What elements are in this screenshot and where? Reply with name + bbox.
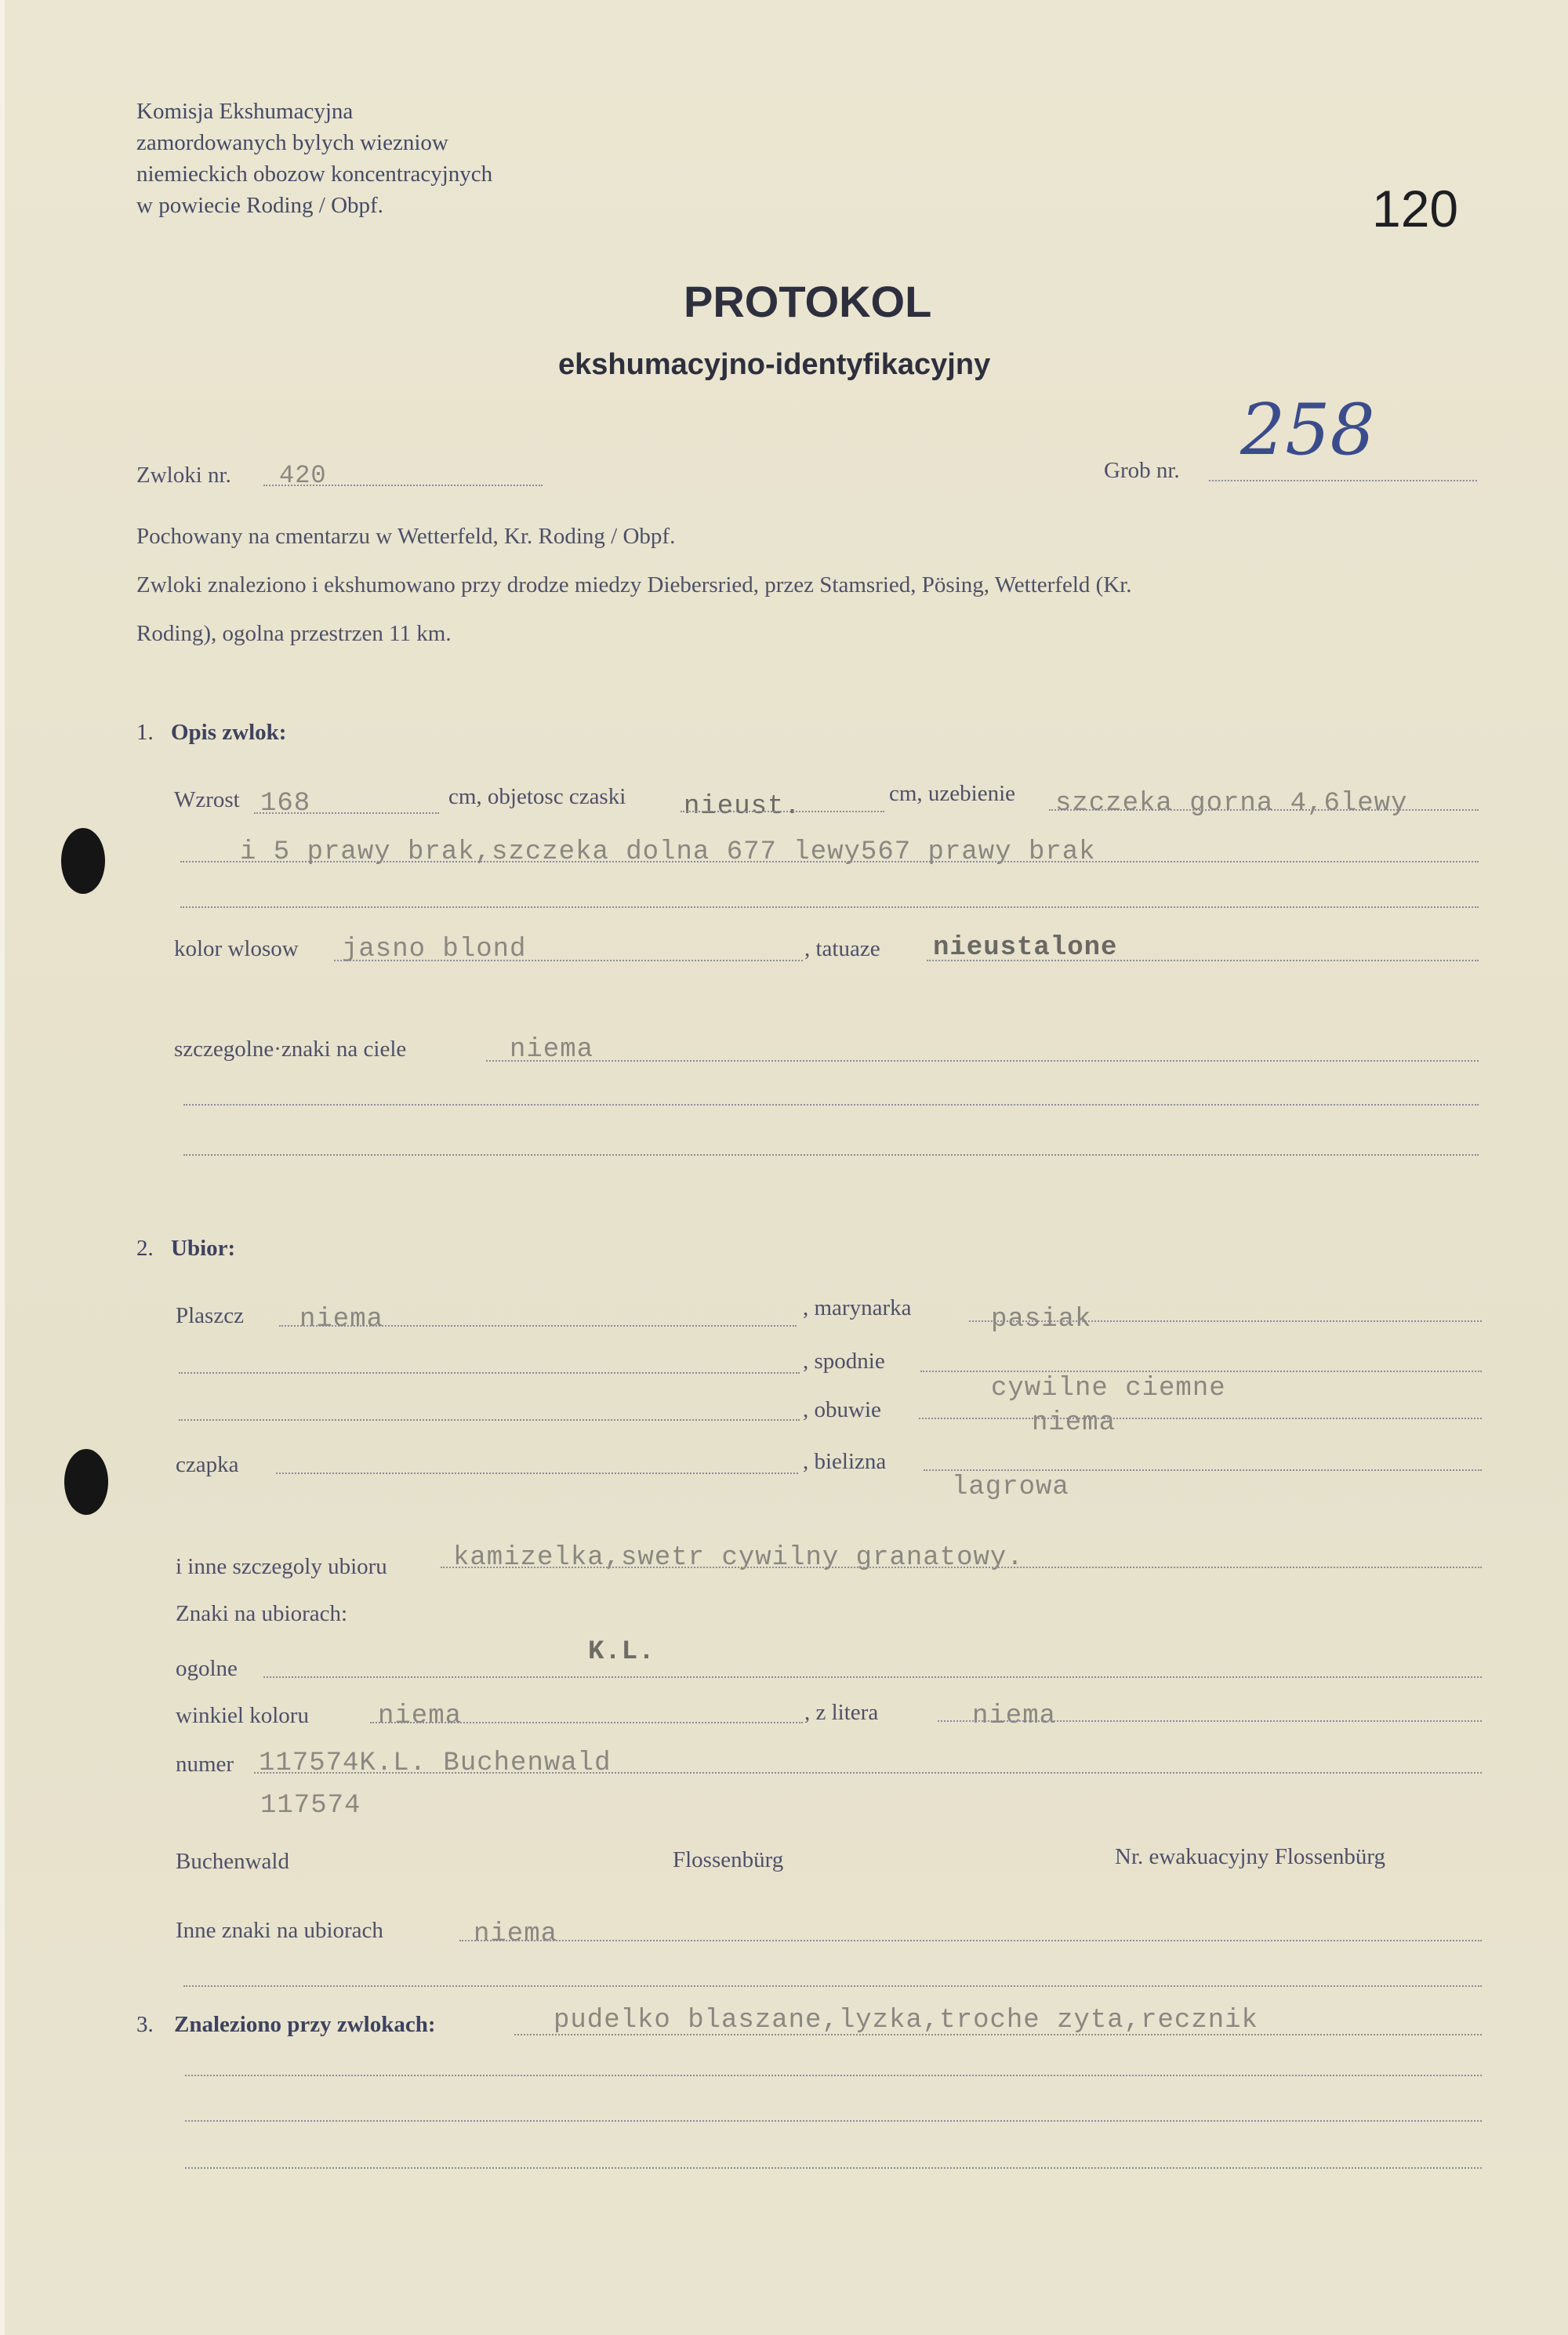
uzebienie-line-1: [1049, 809, 1479, 811]
uzebienie-value-2: i 5 prawy brak,szczeka dolna 677 lewy567 prawy brak: [240, 837, 1096, 867]
wzrost-label: Wzrost: [174, 787, 240, 812]
marynarka-value: pasiak: [991, 1305, 1092, 1335]
grob-value: 258: [1240, 389, 1375, 471]
ogolne-line: [263, 1676, 1482, 1678]
section-3-number: 3.: [136, 2012, 154, 2037]
section-3-line-3: [185, 2120, 1482, 2122]
plaszcz-value: niema: [299, 1305, 384, 1335]
punch-hole-bottom: [64, 1449, 108, 1515]
inne-znaki-value: niema: [474, 1919, 558, 1949]
kolor-line: [334, 960, 803, 961]
czapka-line: [276, 1473, 798, 1474]
ubior-blank-line-2: [179, 1419, 800, 1421]
bielizna-value: lagrowa: [952, 1473, 1069, 1502]
litera-line: [938, 1720, 1482, 1722]
section-1-number: 1.: [136, 720, 154, 745]
grob-line: [1209, 480, 1477, 481]
commission-line-1: Komisja Ekshumacyjna: [136, 99, 354, 124]
numer-line: [254, 1772, 1482, 1774]
uzebienie-value-1: szczeka gorna 4,6lewy: [1055, 789, 1408, 819]
wzrost-line: [254, 812, 439, 814]
numer-value-2: 117574: [260, 1791, 361, 1821]
znaki-cielu-line: [486, 1060, 1479, 1062]
bielizna-label: , bielizna: [803, 1449, 887, 1474]
znaki-cielu-value: niema: [510, 1035, 594, 1065]
czaski-value: nieust.: [684, 792, 801, 822]
ewakuacyjny-label: Nr. ewakuacyjny Flossenbürg: [1115, 1844, 1385, 1869]
spodnie-label: , spodnie: [803, 1349, 885, 1374]
plaszcz-label: Plaszcz: [176, 1303, 244, 1328]
objetosc-label: cm, objetosc czaski: [448, 784, 626, 809]
page-subtitle: ekshumacyjno-identyfikacyjny: [558, 348, 991, 381]
ogolne-value: K.L.: [588, 1637, 655, 1667]
obuwie-line: [919, 1418, 1482, 1419]
kolor-value: jasno blond: [342, 935, 527, 964]
inne-znaki-line: [459, 1940, 1482, 1941]
section-3-line-4: [185, 2167, 1482, 2169]
czapka-label: czapka: [176, 1452, 239, 1477]
intro-line-2: Zwloki znaleziono i ekshumowano przy drodze miedzy Diebersried, przez Stamsried, Pösing, Wetterfeld (Kr.: [136, 572, 1132, 597]
uzebienie-line-3: [180, 906, 1479, 908]
wzrost-value: 168: [260, 789, 311, 819]
marynarka-line: [969, 1320, 1482, 1322]
zwloki-line: [263, 485, 543, 486]
zwloki-label: Zwloki nr.: [136, 463, 231, 488]
inne-szczegoly-line: [441, 1567, 1482, 1568]
litera-value: niema: [972, 1701, 1057, 1731]
section-3-line-2: [185, 2075, 1482, 2076]
numer-label: numer: [176, 1752, 234, 1777]
obuwie-second-value: niema: [1032, 1408, 1116, 1438]
section-3-heading: Znaleziono przy zwlokach:: [174, 2012, 436, 2037]
intro-line-1: Pochowany na cmentarzu w Wetterfeld, Kr. Roding / Obpf.: [136, 524, 676, 549]
section-1-blank-line-1: [183, 1104, 1479, 1106]
plaszcz-line: [279, 1325, 797, 1327]
ubior-blank-line-1: [179, 1372, 800, 1374]
section-1-heading: Opis zwlok:: [171, 720, 287, 745]
commission-line-2: zamordowanych bylych wiezniow: [136, 130, 448, 155]
section-3-line-1: [514, 2034, 1482, 2035]
obuwie-value: cywilne ciemne: [991, 1374, 1226, 1404]
section-1-blank-line-2: [183, 1154, 1479, 1156]
kolor-label: kolor wlosow: [174, 936, 299, 961]
tatuaze-line: [927, 960, 1479, 961]
litera-label: , z litera: [804, 1700, 879, 1725]
section-2-number: 2.: [136, 1236, 154, 1261]
inne-szczegoly-label: i inne szczegoly ubioru: [176, 1554, 387, 1579]
punch-hole-top: [61, 828, 105, 894]
intro-line-3: Roding), ogolna przestrzen 11 km.: [136, 621, 452, 646]
bielizna-line: [924, 1469, 1482, 1471]
grob-label: Grob nr.: [1104, 458, 1180, 483]
zwloki-value: 420: [279, 461, 327, 490]
uzebienie-label: cm, uzebienie: [889, 781, 1016, 806]
winkiel-value: niema: [378, 1701, 463, 1731]
section-2-blank-line: [183, 1985, 1482, 1987]
commission-line-4: w powiecie Roding / Obpf.: [136, 193, 383, 218]
inne-szczegoly-value: kamizelka,swetr cywilny granatowy.: [453, 1543, 1024, 1573]
buchenwald-label: Buchenwald: [176, 1849, 289, 1874]
winkiel-line: [370, 1722, 803, 1723]
tatuaze-label: , tatuaze: [804, 936, 880, 961]
section-2-heading: Ubior:: [171, 1236, 236, 1261]
page-number: 120: [1372, 180, 1459, 238]
tatuaze-value: nieustalone: [933, 933, 1118, 963]
flossenburg-label: Flossenbürg: [673, 1847, 784, 1872]
uzebienie-line-2: [180, 861, 1479, 862]
page-title: PROTOKOL: [684, 277, 932, 326]
section-3-value: pudelko blaszane,lyzka,troche zyta,recznik: [554, 2006, 1258, 2035]
inne-znaki-label: Inne znaki na ubiorach: [176, 1918, 383, 1943]
commission-line-3: niemieckich obozow koncentracyjnych: [136, 162, 493, 187]
obuwie-label: , obuwie: [803, 1397, 881, 1422]
spodnie-line: [920, 1371, 1482, 1372]
marynarka-label: , marynarka: [803, 1295, 912, 1320]
znaki-cielu-label: szczegolne·znaki na ciele: [174, 1037, 407, 1062]
winkiel-label: winkiel koloru: [176, 1703, 309, 1728]
numer-value: 117574K.L. Buchenwald: [259, 1749, 612, 1778]
czaski-line: [681, 811, 884, 812]
znaki-ubiory-label: Znaki na ubiorach:: [176, 1601, 348, 1626]
ogolne-label: ogolne: [176, 1656, 238, 1681]
